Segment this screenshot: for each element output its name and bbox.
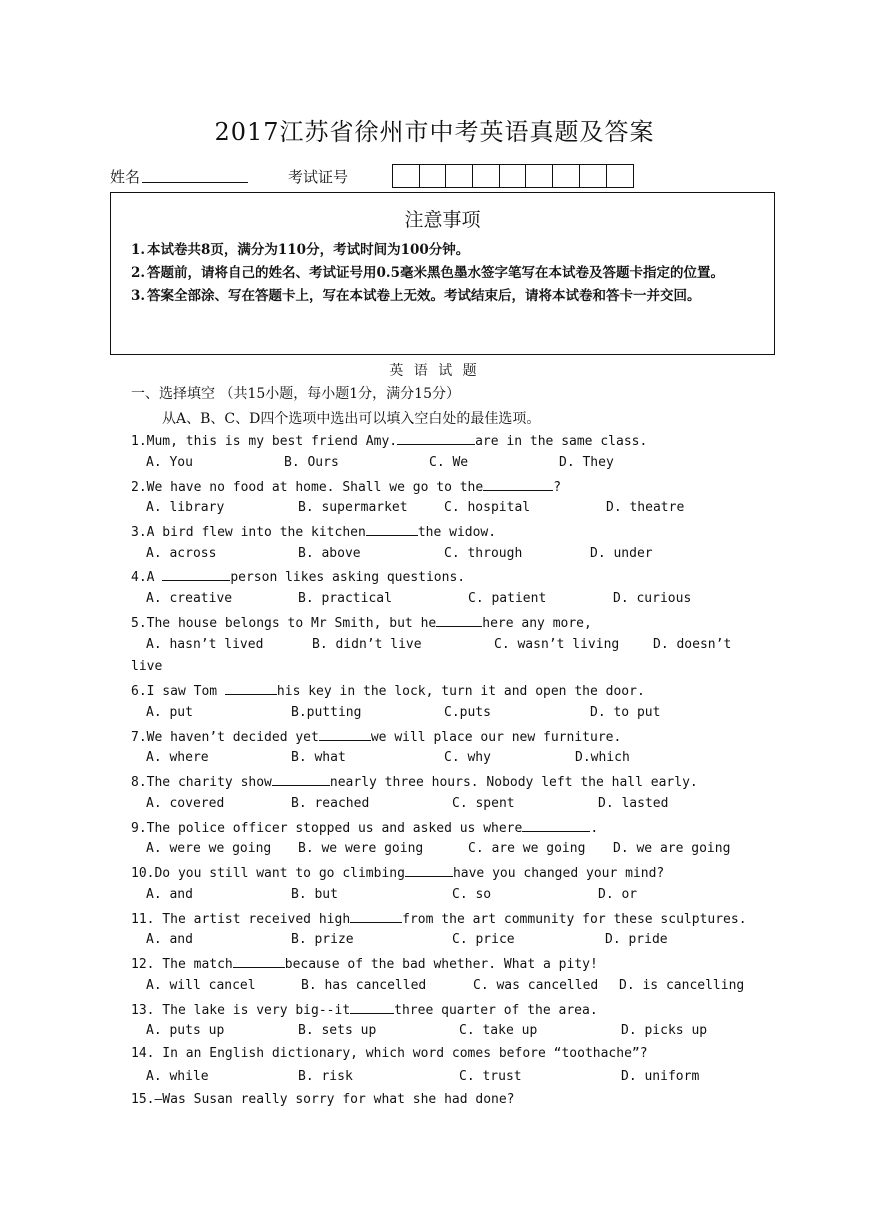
question-13 — [131, 1001, 598, 1018]
answer-blank[interactable] — [272, 773, 330, 786]
option-d[interactable]: D. curious — [613, 591, 692, 606]
question-text: 4.A — [131, 570, 163, 585]
option-a[interactable]: A. where — [146, 750, 209, 765]
option-a[interactable]: A. will cancel — [146, 978, 256, 993]
question-2 — [131, 478, 561, 495]
answer-blank[interactable] — [405, 864, 453, 877]
answer-blank[interactable] — [366, 523, 418, 536]
notice-text: 答案全部涂、写在答题卡上，写在本试卷上无效。考试结束后，请将本试卷和答卡一并交回。 — [147, 288, 701, 304]
option-a[interactable]: A. and — [146, 932, 193, 947]
notice-number: 1. — [131, 242, 146, 258]
exam-id-label: 考试证号 — [288, 168, 349, 186]
options-row — [146, 841, 766, 859]
option-b[interactable]: B. didn’t live — [312, 637, 422, 652]
option-a[interactable]: A. creative — [146, 591, 233, 606]
question-text-after: have you changed your mind? — [452, 866, 665, 881]
question-text: 5.The house belongs to Mr Smith, but he — [131, 616, 437, 631]
exam-id-box[interactable] — [446, 165, 473, 187]
option-b[interactable]: B.putting — [291, 705, 362, 720]
option-d[interactable]: D. theatre — [606, 500, 685, 515]
option-c[interactable]: C. We — [429, 455, 469, 470]
options-row — [146, 796, 766, 814]
option-a[interactable]: A. while — [146, 1069, 209, 1084]
option-b[interactable]: B. risk — [298, 1069, 353, 1084]
question-text: 14. In an English dictionary, which word comes before “toothache”? — [131, 1046, 648, 1061]
question-text-after: because of the bad whether. What a pity! — [284, 957, 598, 972]
question-text: 3.A bird flew into the kitchen — [131, 525, 366, 540]
part-instruction: 从A、B、C、D四个选项中选出可以填入空白处的最佳选项。 — [162, 411, 541, 427]
question-text: 7.We haven’t decided yet — [131, 730, 319, 745]
answer-blank[interactable] — [225, 682, 277, 695]
option-b[interactable]: B. practical — [298, 591, 392, 606]
question-10 — [131, 864, 664, 881]
name-field[interactable] — [142, 182, 248, 183]
exam-id-box[interactable] — [526, 165, 553, 187]
question-text: 13. The lake is very big--it — [131, 1003, 351, 1018]
question-text: 1.Mum, this is my best friend Amy. — [131, 434, 398, 449]
question-8 — [131, 773, 698, 790]
notice-item — [131, 262, 761, 285]
option-a[interactable]: A. were we going — [146, 841, 272, 856]
option-a[interactable]: A. library — [146, 500, 225, 515]
option-c[interactable]: C. why — [444, 750, 491, 765]
question-text: 6.I saw Tom — [131, 684, 225, 699]
exam-id-box[interactable] — [420, 165, 447, 187]
option-wrap-text: live — [131, 659, 163, 674]
question-text-after: here any more, — [482, 616, 592, 631]
option-b[interactable]: B. but — [291, 887, 338, 902]
question-5 — [131, 614, 592, 631]
option-a[interactable]: A. You — [146, 455, 193, 470]
question-text: 15.—Was Susan really sorry for what she had done? — [131, 1092, 515, 1107]
question-text: 11. The artist received high — [131, 912, 351, 927]
exam-id-box[interactable] — [580, 165, 607, 187]
notice-list — [131, 239, 761, 308]
option-d[interactable]: D. we are going — [613, 841, 731, 856]
exam-id-box[interactable] — [473, 165, 500, 187]
option-d[interactable]: D. lasted — [598, 796, 669, 811]
question-text-after: . — [590, 821, 599, 836]
notice-number: 3. — [131, 288, 146, 304]
option-c[interactable]: C. wasn’t living — [494, 637, 620, 652]
option-c[interactable]: C.puts — [444, 705, 491, 720]
notice-number: 2. — [131, 265, 146, 281]
option-c[interactable]: C. hospital — [444, 500, 531, 515]
question-9 — [131, 819, 598, 836]
question-7 — [131, 728, 621, 745]
question-6 — [131, 682, 645, 699]
exam-id-boxes[interactable] — [392, 164, 634, 188]
option-a[interactable]: A. across — [146, 546, 217, 561]
options-row — [146, 637, 766, 655]
question-1 — [131, 432, 647, 449]
exam-id-box[interactable] — [393, 165, 420, 187]
option-d[interactable]: D. to put — [590, 705, 661, 720]
answer-blank[interactable] — [350, 1001, 394, 1014]
question-text-after: three quarter of the area. — [394, 1003, 598, 1018]
option-c[interactable]: C. are we going — [468, 841, 586, 856]
option-d[interactable]: D.which — [575, 750, 630, 765]
question-12 — [131, 955, 598, 972]
question-4 — [131, 568, 465, 585]
exam-id-box[interactable] — [553, 165, 580, 187]
option-d[interactable]: D. is cancelling — [619, 978, 745, 993]
answer-blank[interactable] — [319, 728, 371, 741]
notice-text: 本试卷共8页，满分为110分，考试时间为100分钟。 — [147, 242, 470, 258]
option-c[interactable]: C. spent — [452, 796, 515, 811]
option-d[interactable]: D. doesn’t — [653, 637, 732, 652]
option-d[interactable]: D. or — [598, 887, 638, 902]
options-row — [146, 978, 766, 996]
option-b[interactable]: B. we were going — [298, 841, 424, 856]
options-row — [146, 455, 766, 473]
page-title: 2017江苏省徐州市中考英语真题及答案 — [214, 118, 655, 146]
question-text-after: nearly three hours. Nobody left the hall early. — [329, 775, 698, 790]
option-b[interactable]: B. above — [298, 546, 361, 561]
question-15 — [131, 1092, 515, 1107]
notice-box — [110, 192, 775, 355]
options-row — [146, 887, 766, 905]
question-text: 10.Do you still want to go climbing — [131, 866, 405, 881]
option-b[interactable]: B. supermarket — [298, 500, 408, 515]
option-c[interactable]: C. price — [452, 932, 515, 947]
option-c[interactable]: C. was cancelled — [473, 978, 599, 993]
question-text-after: are in the same class. — [475, 434, 648, 449]
option-c[interactable]: C. through — [444, 546, 523, 561]
options-row — [146, 500, 766, 518]
answer-blank[interactable] — [436, 614, 482, 627]
option-b[interactable]: B. what — [291, 750, 346, 765]
options-row — [146, 1023, 766, 1041]
question-11 — [131, 910, 747, 927]
option-c[interactable]: C. patient — [468, 591, 547, 606]
option-a[interactable]: A. hasn’t lived — [146, 637, 264, 652]
answer-blank[interactable] — [233, 955, 285, 968]
exam-id-box[interactable] — [500, 165, 527, 187]
answer-blank[interactable] — [350, 910, 402, 923]
option-d[interactable]: D. picks up — [621, 1023, 708, 1038]
question-text: 2.We have no food at home. Shall we go to the — [131, 480, 484, 495]
option-c[interactable]: C. so — [452, 887, 492, 902]
question-text-after: the widow. — [417, 525, 497, 540]
question-text: 12. The match — [131, 957, 233, 972]
options-row — [146, 705, 766, 723]
part-heading: 一、选择填空 （共15小题，每小题1分，满分15分） — [131, 386, 460, 402]
option-d[interactable]: D. pride — [605, 932, 668, 947]
option-c[interactable]: C. take up — [459, 1023, 538, 1038]
question-text-after: from the art community for these sculptures. — [402, 912, 747, 927]
notice-item — [131, 239, 761, 262]
option-a[interactable]: A. put — [146, 705, 193, 720]
notice-item — [131, 285, 761, 308]
answer-blank[interactable] — [483, 478, 553, 491]
question-3 — [131, 523, 496, 540]
answer-blank[interactable] — [397, 432, 475, 445]
option-b[interactable]: B. has cancelled — [301, 978, 427, 993]
question-14 — [131, 1046, 648, 1061]
question-text: 8.The charity show — [131, 775, 272, 790]
exam-id-box[interactable] — [607, 165, 634, 187]
option-b[interactable]: B. Ours — [284, 455, 339, 470]
options-row — [146, 591, 766, 609]
option-b[interactable]: B. reached — [291, 796, 370, 811]
notice-text: 答题前，请将自己的姓名、考试证号用0.5毫米黑色墨水签字笔写在本试卷及答题卡指定的位置。 — [147, 265, 724, 281]
option-c[interactable]: C. trust — [459, 1069, 522, 1084]
options-row — [146, 932, 766, 950]
option-a[interactable]: A. covered — [146, 796, 225, 811]
option-a[interactable]: A. puts up — [146, 1023, 225, 1038]
options-row — [146, 1069, 766, 1087]
answer-blank[interactable] — [522, 819, 590, 832]
question-text-after: ? — [553, 480, 562, 495]
option-d[interactable]: D. under — [590, 546, 653, 561]
question-text-after: his key in the lock, turn it and open the door. — [276, 684, 645, 699]
question-text-after: we will place our new furniture. — [370, 730, 622, 745]
options-row — [146, 750, 766, 768]
question-text-after: person likes asking questions. — [230, 570, 466, 585]
notice-title: 注意事项 — [404, 209, 481, 231]
option-d[interactable]: D. They — [559, 455, 614, 470]
option-b[interactable]: B. prize — [291, 932, 354, 947]
question-text: 9.The police officer stopped us and asked us where — [131, 821, 523, 836]
option-a[interactable]: A. and — [146, 887, 193, 902]
name-label: 姓名 — [110, 168, 141, 186]
option-b[interactable]: B. sets up — [298, 1023, 377, 1038]
answer-blank[interactable] — [162, 568, 230, 581]
option-d[interactable]: D. uniform — [621, 1069, 700, 1084]
section-title: 英 语 试 题 — [389, 363, 480, 379]
options-row — [146, 546, 766, 564]
